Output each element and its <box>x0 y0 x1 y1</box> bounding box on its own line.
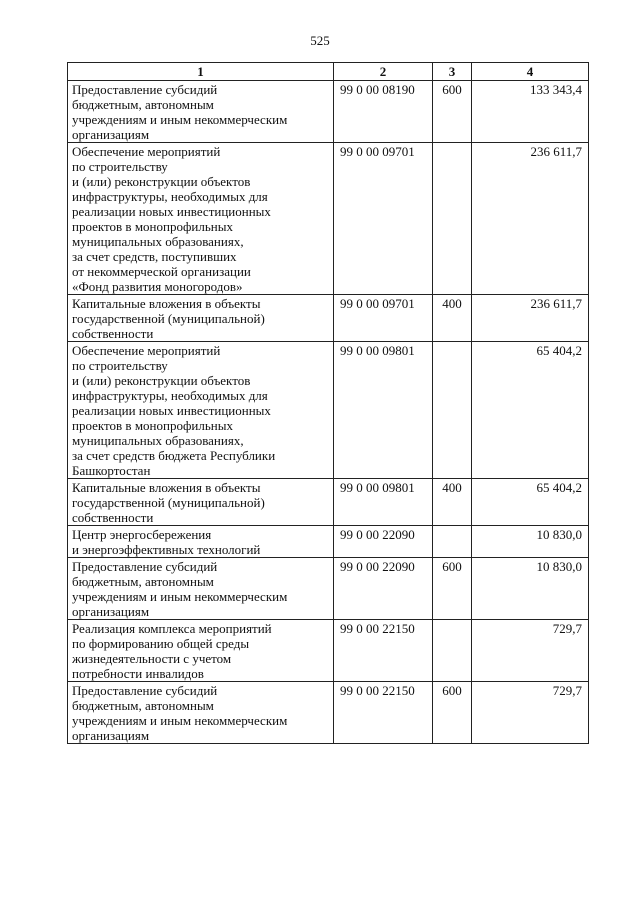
row-name-cell <box>68 526 334 558</box>
row-name-line: от некоммерческой организации <box>72 264 251 279</box>
row-name-line: государственной (муниципальной) <box>72 311 265 326</box>
row-name-line: реализации новых инвестиционных <box>72 204 271 219</box>
row-vr-cell: 600 <box>433 81 472 143</box>
row-code-cell: 99 0 00 22090 <box>334 526 433 558</box>
row-name-line: учреждениям и иным некоммерческим <box>72 713 288 728</box>
table-body <box>68 81 589 744</box>
row-name-line: по формированию общей среды <box>72 636 250 651</box>
table-row <box>68 143 589 295</box>
row-amount-cell: 65 404,2 <box>472 479 589 526</box>
header-col-1: 1 <box>68 63 334 81</box>
row-code-cell: 99 0 00 08190 <box>334 81 433 143</box>
row-name-line: за счет средств, поступивших <box>72 249 237 264</box>
row-name-line: организациям <box>72 127 150 142</box>
row-code-cell: 99 0 00 09701 <box>334 295 433 342</box>
row-name-line: по строительству <box>72 159 168 174</box>
row-name-line: Предоставление субсидий <box>72 82 218 97</box>
row-vr-cell <box>433 620 472 682</box>
row-name-line: инфраструктуры, необходимых для <box>72 189 268 204</box>
row-name-cell <box>68 143 334 295</box>
row-name-cell <box>68 558 334 620</box>
row-code-cell: 99 0 00 09801 <box>334 479 433 526</box>
table-row <box>68 295 589 342</box>
row-name-line: учреждениям и иным некоммерческим <box>72 112 288 127</box>
table-row <box>68 620 589 682</box>
row-name-line: бюджетным, автономным <box>72 574 214 589</box>
row-name-line: потребности инвалидов <box>72 666 204 681</box>
row-name-line: за счет средств бюджета Республики <box>72 448 276 463</box>
row-name-line: по строительству <box>72 358 168 373</box>
row-vr-cell: 600 <box>433 682 472 744</box>
row-name-line: учреждениям и иным некоммерческим <box>72 589 288 604</box>
row-name-cell <box>68 295 334 342</box>
header-row <box>68 63 589 81</box>
row-name-line: Предоставление субсидий <box>72 683 218 698</box>
row-name-line: Башкортостан <box>72 463 151 478</box>
row-code-cell: 99 0 00 09701 <box>334 143 433 295</box>
row-code-cell: 99 0 00 22090 <box>334 558 433 620</box>
row-amount-cell: 65 404,2 <box>472 342 589 479</box>
page-number: 525 <box>310 33 330 48</box>
row-name-line: организациям <box>72 728 150 743</box>
row-name-line: собственности <box>72 326 154 341</box>
header-col-2: 2 <box>334 63 433 81</box>
row-vr-cell: 400 <box>433 295 472 342</box>
row-amount-cell: 236 611,7 <box>472 143 589 295</box>
table-row <box>68 526 589 558</box>
row-name-line: Предоставление субсидий <box>72 559 218 574</box>
table-row <box>68 342 589 479</box>
table-row <box>68 479 589 526</box>
row-name-line: инфраструктуры, необходимых для <box>72 388 268 403</box>
row-name-line: бюджетным, автономным <box>72 698 214 713</box>
row-name-cell <box>68 620 334 682</box>
row-name-cell <box>68 479 334 526</box>
row-name-line: реализации новых инвестиционных <box>72 403 271 418</box>
header-col-3: 3 <box>433 63 472 81</box>
row-name-line: Капитальные вложения в объекты <box>72 480 261 495</box>
row-name-line: муниципальных образованиях, <box>72 433 244 448</box>
table-row <box>68 682 589 744</box>
table-row <box>68 81 589 143</box>
row-name-line: Центр энергосбережения <box>72 527 212 542</box>
table-row <box>68 558 589 620</box>
row-code-cell: 99 0 00 22150 <box>334 620 433 682</box>
row-amount-cell: 729,7 <box>472 620 589 682</box>
row-name-line: проектов в монопрофильных <box>72 219 233 234</box>
row-code-cell: 99 0 00 09801 <box>334 342 433 479</box>
row-amount-cell: 729,7 <box>472 682 589 744</box>
row-vr-cell: 400 <box>433 479 472 526</box>
row-name-line: государственной (муниципальной) <box>72 495 265 510</box>
row-name-line: собственности <box>72 510 154 525</box>
row-name-cell <box>68 81 334 143</box>
row-name-line: Обеспечение мероприятий <box>72 144 221 159</box>
row-code-cell: 99 0 00 22150 <box>334 682 433 744</box>
row-name-line: бюджетным, автономным <box>72 97 214 112</box>
row-vr-cell: 600 <box>433 558 472 620</box>
header-col-4: 4 <box>472 63 589 81</box>
row-name-line: и энергоэффективных технологий <box>72 542 261 557</box>
row-name-line: и (или) реконструкции объектов <box>72 373 251 388</box>
row-name-line: жизнедеятельности с учетом <box>72 651 232 666</box>
row-vr-cell <box>433 143 472 295</box>
row-amount-cell: 10 830,0 <box>472 558 589 620</box>
row-name-line: Обеспечение мероприятий <box>72 343 221 358</box>
row-name-line: проектов в монопрофильных <box>72 418 233 433</box>
row-vr-cell <box>433 342 472 479</box>
row-amount-cell: 10 830,0 <box>472 526 589 558</box>
row-name-line: муниципальных образованиях, <box>72 234 244 249</box>
row-name-line: Капитальные вложения в объекты <box>72 296 261 311</box>
row-name-line: и (или) реконструкции объектов <box>72 174 251 189</box>
row-vr-cell <box>433 526 472 558</box>
row-name-line: организациям <box>72 604 150 619</box>
budget-table <box>67 62 589 744</box>
row-amount-cell: 133 343,4 <box>472 81 589 143</box>
row-name-cell <box>68 682 334 744</box>
row-name-line: Реализация комплекса мероприятий <box>72 621 272 636</box>
row-name-line: «Фонд развития моногородов» <box>72 279 243 294</box>
row-name-cell <box>68 342 334 479</box>
row-amount-cell: 236 611,7 <box>472 295 589 342</box>
